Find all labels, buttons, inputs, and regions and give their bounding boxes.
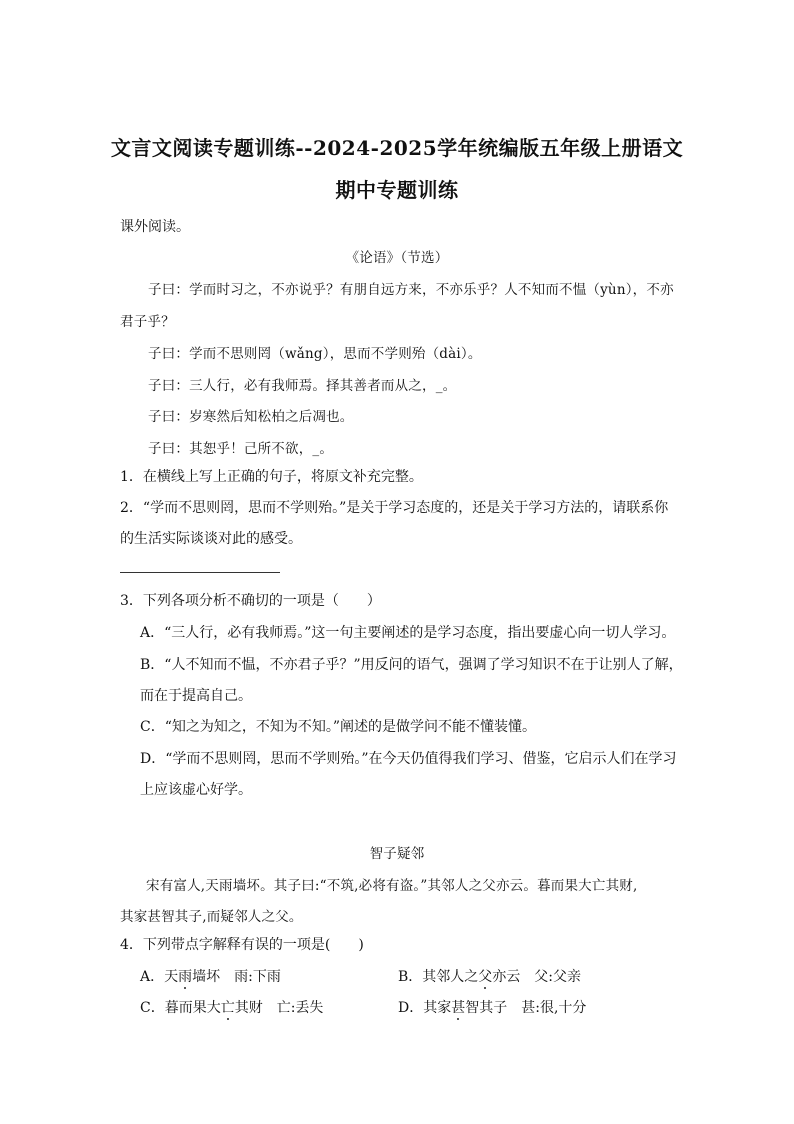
passage-2-line-2: 其家甚智其子,而疑邻人之父。 — [120, 909, 303, 925]
option-c-suffix: 其财 亡:丢失 — [234, 1000, 324, 1016]
passage-line-5: 子曰：其恕乎！己所不欲，_。 — [148, 441, 334, 457]
option-d-prefix: D．其家 — [398, 1000, 452, 1016]
question-3-option-a: A．“三人行，必有我师焉。”这一句主要阐述的是学习态度，指出要虚心向一切人学习。 — [140, 625, 676, 641]
option-b-prefix: B．其邻人之 — [398, 969, 479, 985]
question-4: 4．下列带点字解释有误的一项是( ) — [120, 937, 364, 953]
question-3-option-d-line2: 上应该虚心好学。 — [140, 782, 252, 798]
option-c-prefix: C．暮而果大 — [140, 1000, 221, 1016]
passage-2-line-1: 宋有富人,天雨墙坏。其子曰:“不筑,必将有盗。”其邻人之父亦云。暮而果大亡其财, — [146, 878, 638, 894]
page-title-line1: 文言文阅读专题训练--2024-2025学年统编版五年级上册语文 — [110, 136, 684, 160]
option-b-suffix: 亦云 父:父亲 — [492, 969, 582, 985]
question-1: 1．在横线上写上正确的句子，将原文补充完整。 — [120, 469, 423, 485]
question-4-option-d — [398, 997, 586, 1017]
question-4-option-c — [140, 997, 323, 1017]
question-3-option-b-line1: B．“人不知而不愠，不亦君子乎？”用反问的语气，强调了学习知识不在于让别人了解， — [140, 657, 683, 673]
option-c-dotted-char: 亡 — [220, 1000, 235, 1016]
option-a-suffix: 墙坏 雨:下雨 — [192, 969, 281, 985]
question-2-line-a: 2．“学而不思则罔，思而不学则殆。”是关于学习态度的，还是关于学习方法的，请联系你 — [120, 500, 669, 516]
question-3-option-d-line1: D．“学而不思则罔，思而不学则殆。”在今天仍值得我们学习、借鉴，它启示人们在学习 — [140, 751, 677, 767]
passage-line-2: 子曰：学而不思则罔（wǎng），思而不学则殆（dài）。 — [148, 346, 482, 362]
option-a-dotted-char: 雨 — [178, 969, 193, 985]
passage-title-lunyu: 《论语》（节选） — [345, 250, 449, 266]
option-a-prefix: A．天 — [140, 969, 179, 985]
question-4-option-b — [398, 966, 581, 986]
option-b-dotted-char: 父 — [478, 969, 493, 985]
question-4-option-a — [140, 966, 281, 986]
passage-line-1a: 子曰：学而时习之，不亦说乎？有朋自远方来，不亦乐乎？人不知而不愠（yùn），不亦 — [148, 282, 674, 298]
option-d-suffix: 智其子 甚:很,十分 — [465, 1000, 587, 1016]
intro-text: 课外阅读。 — [120, 219, 190, 235]
passage-line-3: 子曰：三人行，必有我师焉。择其善者而从之，_。 — [148, 378, 457, 394]
answer-line — [120, 572, 280, 573]
question-3-option-c: C．“知之为知之，不知为不知。”阐述的是做学问不能不懂装懂。 — [140, 719, 537, 735]
page-title-line2: 期中专题训练 — [335, 178, 459, 202]
passage-line-4: 子曰：岁寒然后知松柏之后凋也。 — [148, 409, 354, 425]
option-d-dotted-char: 甚 — [451, 1000, 466, 1016]
passage-title-zhizi: 智子疑邻 — [369, 846, 425, 862]
question-3: 3．下列各项分析不确切的一项是（ ） — [120, 593, 381, 609]
question-2-line-b: 的生活实际谈谈对此的感受。 — [120, 531, 302, 547]
question-3-option-b-line2: 而在于提高自己。 — [140, 688, 252, 704]
passage-line-1b: 君子乎？ — [120, 314, 175, 330]
